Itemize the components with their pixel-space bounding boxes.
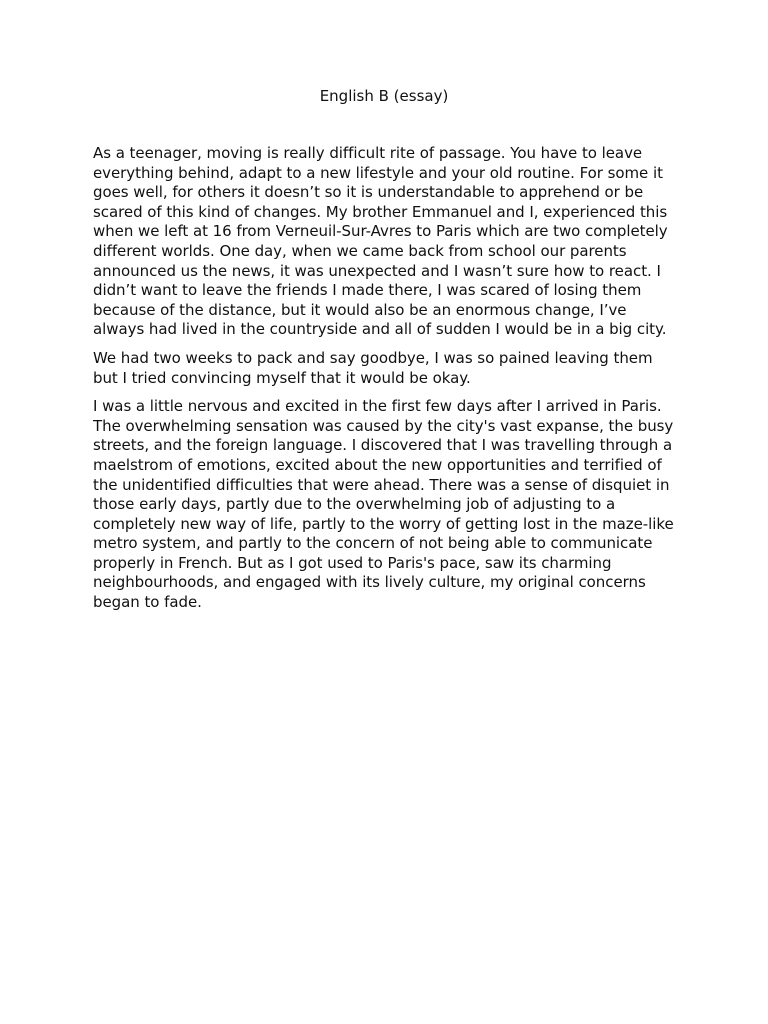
essay-paragraph-3: I was a little nervous and excited in the first few days after I arrived in Paris. The overwhelming sensation was caused by the city's vast expanse, the busy streets, and the foreign language. I discovered that I was travelling through a maelstrom of emotions, excited about the new opportunities and terrified of the unidentified difficulties that were ahead. There was a sense of disquiet in those early days, partly due to the overwhelming job of adjusting to a completely new way of life, partly to the worry of getting lost in the maze-like metro system, and partly to the concern of not being able to communicate properly in French. But as I got used to Paris's pace, saw its charming neighbourhoods, and engaged with its lively culture, my original concerns began to fade. bbox=[93, 397, 674, 612]
essay-paragraph-1: As a teenager, moving is really difficult rite of passage. You have to leave everything behind, adapt to a new lifestyle and your old routine. For some it goes well, for others it doesn’t so it is understandable to apprehend or be scared of this kind of changes. My brother Emmanuel and I, experienced this when we left at 16 from Verneuil-Sur-Avres to Paris which are two completely different worlds. One day, when we came back from school our parents announced us the news, it was unexpected and I wasn’t sure how to react. I didn’t want to leave the friends I made there, I was scared of losing them because of the distance, but it would also be an enormous change, I’ve always had lived in the countryside and all of sudden I would be in a big city. bbox=[93, 144, 668, 339]
document-title: English B (essay) bbox=[319, 87, 449, 105]
essay-paragraph-2: We had two weeks to pack and say goodbye, I was so pained leaving them but I tried convincing myself that it would be okay. bbox=[93, 348, 653, 387]
essay-body bbox=[93, 144, 681, 622]
